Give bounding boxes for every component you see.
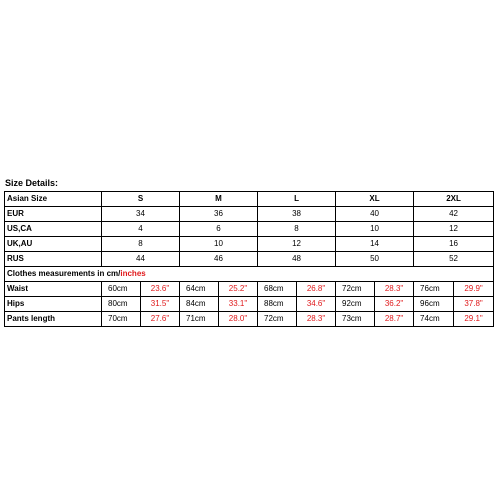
size-header-2xl: 2XL [414, 192, 494, 207]
measurements-title-row [5, 267, 494, 282]
measurement-cm: 72cm [258, 312, 297, 327]
conversion-value: 8 [258, 222, 336, 237]
measurement-inches: 25.2" [219, 282, 258, 297]
measurement-cm: 80cm [102, 297, 141, 312]
conversion-value: 36 [180, 207, 258, 222]
measurement-cm: 68cm [258, 282, 297, 297]
measurement-inches: 34.6" [297, 297, 336, 312]
conversion-value: 48 [258, 252, 336, 267]
size-details-caption: Size Details: [5, 178, 59, 188]
measurement-inches: 26.8" [297, 282, 336, 297]
conversion-label: UK,AU [5, 237, 102, 252]
conversion-value: 12 [414, 222, 494, 237]
measurement-inches: 29.1" [454, 312, 494, 327]
conversion-value: 12 [258, 237, 336, 252]
measurements-title-inches: inches [120, 269, 146, 278]
size-header-xl: XL [336, 192, 414, 207]
measurement-cm: 96cm [414, 297, 454, 312]
conversion-row-us-ca [5, 222, 494, 237]
measurement-cm: 73cm [336, 312, 375, 327]
size-chart-table [4, 191, 494, 327]
measurement-cm: 92cm [336, 297, 375, 312]
conversion-row-uk-au [5, 237, 494, 252]
measurement-inches: 37.8" [454, 297, 494, 312]
measurement-inches: 36.2" [375, 297, 414, 312]
measurement-inches: 27.6" [141, 312, 180, 327]
asian-size-label: Asian Size [5, 192, 102, 207]
measurement-cm: 72cm [336, 282, 375, 297]
measurement-row-pants-length [5, 312, 494, 327]
conversion-value: 10 [180, 237, 258, 252]
measurement-inches: 31.5" [141, 297, 180, 312]
measurement-inches: 28.3" [297, 312, 336, 327]
measurement-cm: 64cm [180, 282, 219, 297]
measurement-inches: 33.1" [219, 297, 258, 312]
size-header-l: L [258, 192, 336, 207]
measurement-label: Waist [5, 282, 102, 297]
measurements-title-prefix: Clothes measurements in cm/ [7, 269, 121, 278]
conversion-value: 42 [414, 207, 494, 222]
measurement-inches: 28.7" [375, 312, 414, 327]
conversion-value: 40 [336, 207, 414, 222]
conversion-label: EUR [5, 207, 102, 222]
conversion-value: 52 [414, 252, 494, 267]
measurement-cm: 74cm [414, 312, 454, 327]
measurement-cm: 88cm [258, 297, 297, 312]
conversion-value: 4 [102, 222, 180, 237]
measurement-inches: 28.0" [219, 312, 258, 327]
conversion-value: 50 [336, 252, 414, 267]
measurements-title [5, 267, 494, 282]
measurement-label: Pants length [5, 312, 102, 327]
asian-size-header-row [5, 192, 494, 207]
measurement-cm: 84cm [180, 297, 219, 312]
measurement-cm: 76cm [414, 282, 454, 297]
measurement-label: Hips [5, 297, 102, 312]
conversion-row-rus [5, 252, 494, 267]
measurement-inches: 28.3" [375, 282, 414, 297]
conversion-value: 10 [336, 222, 414, 237]
size-header-s: S [102, 192, 180, 207]
size-header-m: M [180, 192, 258, 207]
conversion-value: 44 [102, 252, 180, 267]
conversion-value: 46 [180, 252, 258, 267]
conversion-value: 6 [180, 222, 258, 237]
measurement-cm: 71cm [180, 312, 219, 327]
conversion-value: 8 [102, 237, 180, 252]
conversion-row-eur [5, 207, 494, 222]
measurement-cm: 70cm [102, 312, 141, 327]
measurement-row-hips [5, 297, 494, 312]
conversion-value: 16 [414, 237, 494, 252]
conversion-value: 34 [102, 207, 180, 222]
measurement-inches: 29.9" [454, 282, 494, 297]
conversion-label: US,CA [5, 222, 102, 237]
conversion-value: 14 [336, 237, 414, 252]
conversion-label: RUS [5, 252, 102, 267]
conversion-value: 38 [258, 207, 336, 222]
measurement-inches: 23.6" [141, 282, 180, 297]
measurement-row-waist [5, 282, 494, 297]
measurement-cm: 60cm [102, 282, 141, 297]
